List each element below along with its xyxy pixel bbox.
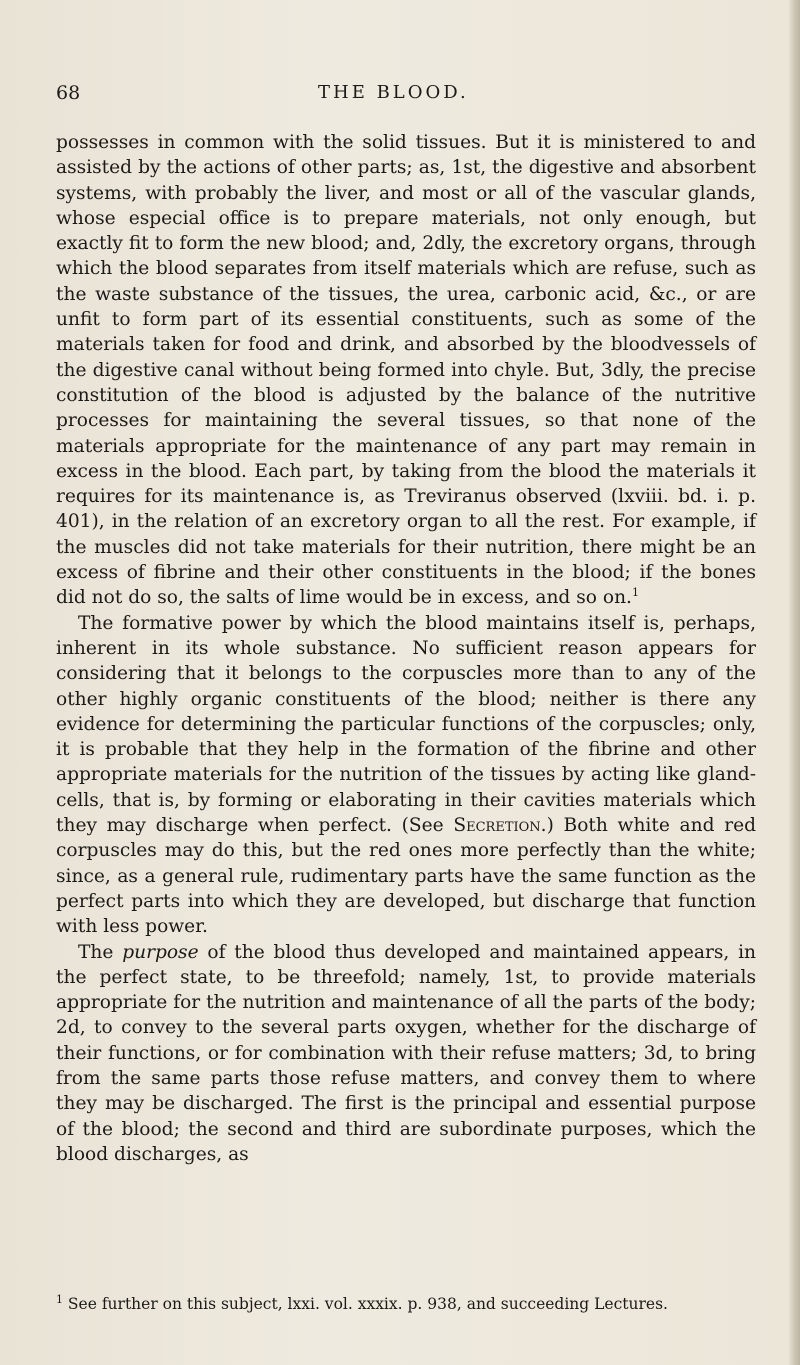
paragraph-2-text-start: The formative power by which the blood maintains itself is, perhaps, inherent in its whole substance. No sufficient reason appears for considering that it belongs to the corpuscles more than to any of the other highly organic constituents of the blood; neither is there any evidence for determining the particular functions of the corpuscles; only, it is probable that they help in the formation of the fibrine and other appropriate materials for the nutrition of the tissues by acting like gland-cells, that is, by forming or elaborating in their cavities materials which they may discharge when perfect. (See bbox=[56, 612, 756, 837]
paragraph-1 bbox=[56, 130, 756, 611]
paragraph-3-text-end: of the blood thus developed and maintained appears, in the perfect state, to be threefold; namely, 1st, to provide materials appropriate for the nutrition and maintenance of all the parts of the body; 2d, to convey to the several parts oxygen, whether for the discharge of their functions, or for combination with their refuse matters; 3d, to bring from the same parts those refuse matters, and convey them to where they may be discharged. The first is the principal and essential purpose of the blood; the second and third are subordinate purposes, which the blood discharges, as bbox=[56, 941, 757, 1165]
footnote-text: See further on this subject, lxxi. vol. xxxix. p. 938, and succeeding Lectures. bbox=[63, 1295, 668, 1313]
cross-reference: Secretion bbox=[453, 815, 541, 837]
footnote-reference: 1 bbox=[631, 586, 639, 600]
page-header bbox=[56, 82, 756, 112]
paragraph-2 bbox=[56, 611, 756, 940]
paragraph-3-text-start: The bbox=[78, 941, 123, 963]
paragraph-3 bbox=[56, 940, 756, 1168]
paragraph-1-text: possesses in common with the solid tissues. But it is ministered to and assisted by the actions of other parts; as, 1st, the digestive and absorbent systems, with probably the liver, and most or all of the vascular glands, whose especial office is to prepare materials, not only enough, but exactly fit to form the new blood; and, 2dly, the excretory organs, through which the blood separates from itself materials which are refuse, such as the waste substance of the tissues, the urea, carbonic acid, &c., or are unfit to form part of its essential constituents, such as some of the materials taken for food and drink, and absorbed by the bloodvessels of the digestive canal without being formed into chyle. But, 3dly, the precise constitution of the blood is adjusted by the balance of the nutritive processes for maintaining the several tissues, so that none of the materials appropriate for the maintenance of any part may remain in excess in the blood. Each part, by taking from the blood the materials it requires for its maintenance is, as Treviranus observed (lxviii. bd. i. p. 401), in the relation of an excretory organ to all the rest. For example, if the muscles did not take materials for their nutrition, there might be an excess of fibrine and their other constituents in the blood; if the bones did not do so, the salts of lime would be in excess, and so on. bbox=[56, 132, 756, 609]
paragraph-2-text-end: .) Both white and red corpuscles may do this, but the red ones more perfectly than the white; since, as a general rule, rudimentary parts have the same function as the perfect parts into which they are developed, but discharge that function with less power. bbox=[56, 815, 756, 938]
emphasis-purpose: purpose bbox=[122, 941, 199, 963]
running-head: THE BLOOD. bbox=[318, 82, 469, 103]
page-number: 68 bbox=[56, 82, 81, 104]
footnote bbox=[56, 1294, 756, 1315]
page-edge-shadow bbox=[788, 0, 800, 1365]
footnote-marker: 1 bbox=[56, 1292, 63, 1306]
body-text bbox=[56, 130, 756, 1167]
